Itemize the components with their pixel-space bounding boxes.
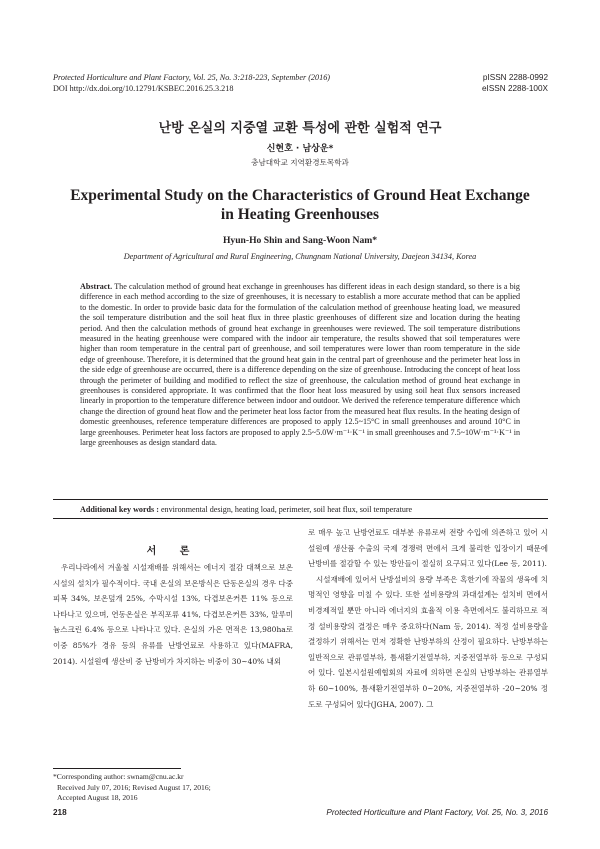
keywords-bottom-rule <box>53 518 548 519</box>
footnote-rule <box>53 768 181 769</box>
english-authors: Hyun-Ho Shin and Sang-Woon Nam* <box>222 235 378 246</box>
body-paragraph: 로 매우 높고 난방연료도 대부분 유류로써 전량 수입에 의존하고 있어 시설원예 생산품 수출의 국제 경쟁력 면에서 크게 불리한 입장이기 때문에 난방비를 절감할 수 있는 방안들이 절실히 요구되고 있다(Lee 등, 2011). <box>308 528 548 569</box>
keywords-text: environmental design, heating load, perimeter, soil heat flux, soil temperature <box>160 505 413 514</box>
corresponding-author: *Corresponding author: swnam@cnu.ac.kr <box>53 772 184 781</box>
pissn: pISSN 2288-0992 <box>482 73 548 82</box>
page-number: 218 <box>53 808 67 817</box>
journal-citation: Protected Horticulture and Plant Factory, Vol. 25, No. 3:218-223, September (2016) <box>53 73 331 82</box>
eissn: eISSN 2288-100X <box>482 84 548 93</box>
body-paragraph: 시설재배에 있어서 난방설비의 용량 부족은 혹한기에 작물의 생육에 치명적인 영향을 미칠 수 있다. 또한 설비용량의 과대설계는 설치비 면에서 비경제적일 뿐만 아니라 에너지의 효율적 이용 측면에서도 불리하므로 적정 설비용량의 결정은 매우 중요하다(Nam 등, 2014). 적정 설비용량을 결정하기 위해서는 먼저 정확한 난방부하의 산정이 필요하다. 난방부하는 일반적으로 관류열부하, 틈새환기전열부하, 지중전열부하 등으로 구성되어 있다. 일본시설원예협회의 자료에 의하면 온실의 난방부하는 관류열부하 60~100%, 틈새환기전열부하 0~20%, 지중전열부하 -20~20% 정도로 구성되어 있다(JGHA, 2007). 그 <box>308 574 548 709</box>
keywords-top-rule <box>53 499 548 500</box>
footnote <box>53 772 293 804</box>
body-paragraph: 우리나라에서 겨울철 시설재배를 위해서는 에너지 절감 대책으로 보온시설의 설치가 필수적이다. 국내 온실의 보온방식은 단동온실의 경우 다중피복 34%, 보온덮개 25%, 수막시설 13%, 다겹보온커튼 11% 등으로 나타나고 있으며, 연동온실은 부직포류 41%, 다겹보온커튼 33%, 알루미늄스크린 6.4% 등으로 나타나고 있다. 온실의 가온 면적은 13,980ha로 이중 85%가 경유 등의 유류를 난방연료로 사용하고 있다(MAFRA, 2014). 시설원예 생산비 중 난방비가 차지하는 비중이 30~40% 내외 <box>53 563 293 666</box>
keywords-label: Additional key words : <box>80 505 159 514</box>
abstract-label: Abstract. <box>80 282 113 291</box>
body-right-column <box>308 525 548 712</box>
abstract-text: The calculation method of ground heat exchange in greenhouses has different ideas in each design standard, so there is a big difference in each method according to the size of greenhouses, it is necessary to establish a more accurate method that can be applied to the domestic. In order to provide basic data for the formulation of the calculation method of greenhouse heating load, we measured the soil temperature distribution and the soil heat flux in three plastic greenhouses of different size and location during the heating period. And then the calculation methods of ground heat exchange in greenhouses were reviewed. The soil temperature distributions measured in the heating greenhouse were compared with the indoor air temperature, the results showed that soil temperatures were higher than room temperature in the central part of greenhouse, and soil temperatures were lower than room temperature in the side edge of greenhouse. Therefore, it is determined that the ground heat gain in the central part of greenhouse and the perimeter heat loss in the side edge of greenhouse are occurred, there is a difference depending on the size of greenhouse. Introducing the concept of heat loss through the perimeter of building and modified to reflect the size of greenhouse, the calculation method of ground heat exchange in greenhouses is considered appropriate. It was confirmed that the floor heat loss measured by using soil heat flux sensors increased linearly in proportion to the temperature difference between indoor and outdoor. We derived the reference temperature difference which change the direction of ground heat flow and the perimeter heat loss factor from the measured heat flux results. In the heating design of domestic greenhouses, reference temperature differences are proposed to apply 12.5~15°C in small greenhouses and around 10°C in large greenhouses. Perimeter heat loss factors are proposed to apply 2.5~5.0W·m⁻¹·K⁻¹ in small greenhouses and 7.5~10W·m⁻¹·K⁻¹ in large greenhouses as design standard data. <box>80 282 520 448</box>
section-title: 서 론 <box>146 546 200 557</box>
korean-authors: 신현호 · 남상운* <box>266 144 334 154</box>
english-title <box>0 186 600 224</box>
accepted-date: Accepted August 18, 2016 <box>57 793 138 803</box>
abstract <box>80 282 520 449</box>
english-title-line2: in Heating Greenhouses <box>220 206 380 223</box>
korean-title: 난방 온실의 지중열 교환 특성에 관한 실험적 연구 <box>158 121 442 136</box>
korean-affiliation: 충남대학교 지역환경토목학과 <box>251 158 349 167</box>
english-affiliation: Department of Agricultural and Rural Engineering, Chungnam National University, Daejeon 34134, Korea <box>123 252 477 261</box>
body-left-column <box>53 560 293 669</box>
doi-link[interactable]: DOI http://dx.doi.org/10.12791/KSBEC.2016.25.3.218 <box>53 84 234 93</box>
keywords <box>80 504 520 515</box>
english-title-line1: Experimental Study on the Characteristics of Ground Heat Exchange <box>70 187 530 204</box>
footer-journal: Protected Horticulture and Plant Factory, Vol. 25, No. 3, 2016 <box>326 808 548 817</box>
received-dates: Received July 07, 2016; Revised August 17, 2016; <box>57 782 211 792</box>
